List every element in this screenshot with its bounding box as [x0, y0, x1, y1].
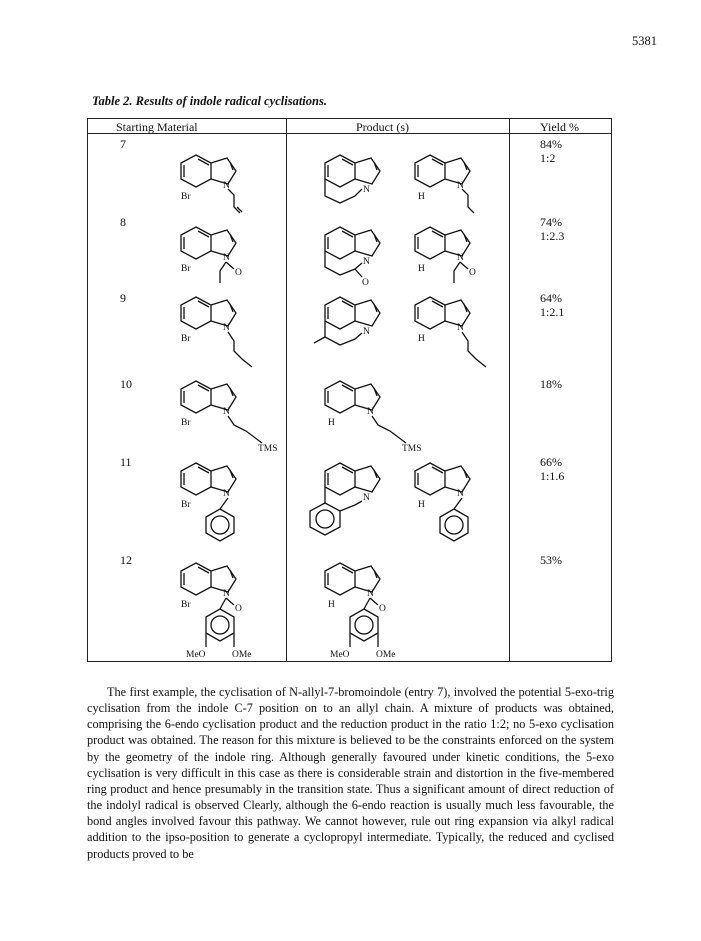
- structure-product-cyclised-8: [320, 217, 400, 287]
- structure-product-reduced-7: [410, 141, 490, 203]
- svg-text:Br: Br: [181, 334, 191, 344]
- svg-text:H: H: [328, 600, 335, 610]
- yield-cell: [540, 291, 564, 319]
- table-caption: Table 2. Results of indole radical cyclisations.: [92, 94, 327, 108]
- structure-product-reduced-9: [410, 289, 490, 369]
- body-text: [87, 684, 614, 862]
- structure-product-cyclised-7: [320, 141, 400, 203]
- svg-text:Br: Br: [181, 600, 191, 610]
- entry-number: 10: [120, 377, 132, 391]
- structure-starting-material-11: [176, 455, 266, 555]
- structure-starting-material-7: [176, 141, 266, 203]
- svg-text:Br: Br: [181, 500, 191, 510]
- svg-text:O: O: [235, 268, 242, 278]
- svg-text:N: N: [223, 589, 230, 599]
- svg-text:O: O: [379, 604, 386, 614]
- structure-starting-material-8: [176, 217, 266, 287]
- product-ratio: 1:2.3: [540, 229, 565, 243]
- svg-text:H: H: [418, 192, 425, 202]
- header-starting-material: Starting Material: [116, 120, 198, 134]
- structure-product-reduced-10: [320, 373, 430, 453]
- svg-text:H: H: [328, 418, 335, 428]
- svg-text:H: H: [418, 334, 425, 344]
- svg-text:N: N: [223, 181, 230, 191]
- svg-text:N: N: [223, 489, 230, 499]
- structure-product-12: [320, 555, 420, 665]
- yield-value: 84%: [540, 137, 562, 151]
- yield-value: 66%: [540, 455, 562, 469]
- svg-text:N: N: [457, 489, 464, 499]
- svg-text:H: H: [418, 500, 425, 510]
- column-divider: [509, 119, 510, 661]
- product-ratio: 1:1.6: [540, 469, 565, 483]
- product-ratio: 1:2: [540, 151, 556, 165]
- entry-number: 11: [120, 455, 132, 469]
- svg-text:OMe: OMe: [232, 650, 252, 660]
- svg-text:TMS: TMS: [258, 444, 278, 454]
- svg-text:N: N: [363, 185, 370, 195]
- svg-text:TMS: TMS: [402, 444, 422, 454]
- svg-text:MeO: MeO: [330, 650, 350, 660]
- yield-value: 18%: [540, 377, 562, 391]
- svg-text:N: N: [367, 589, 374, 599]
- product-ratio: 1:2.1: [540, 305, 565, 319]
- yield-cell: [540, 137, 562, 165]
- yield-cell: [540, 553, 562, 567]
- structure-product-cyclised-9: [320, 289, 400, 369]
- header-yield: Yield %: [540, 120, 579, 134]
- structure-product-reduced-8: [410, 217, 490, 287]
- yield-cell: [540, 455, 564, 483]
- structure-product-reduced-11: [410, 455, 490, 555]
- structure-starting-material-12: [176, 555, 276, 665]
- svg-text:N: N: [457, 323, 464, 333]
- structure-product-cyclised-11: [320, 455, 400, 555]
- svg-text:OMe: OMe: [376, 650, 396, 660]
- yield-value: 64%: [540, 291, 562, 305]
- yield-value: 74%: [540, 215, 562, 229]
- yield-value: 53%: [540, 553, 562, 567]
- svg-text:O: O: [469, 268, 476, 278]
- svg-text:N: N: [223, 253, 230, 263]
- svg-text:O: O: [362, 278, 369, 288]
- svg-text:N: N: [363, 493, 370, 503]
- entry-number: 9: [120, 291, 126, 305]
- svg-text:N: N: [457, 181, 464, 191]
- paragraph: The first example, the cyclisation of N-allyl-7-bromoindole (entry 7), involved the potential 5-exo-trig cyclisation from the indole C-7 position on to an allyl chain. A mixture of products was obtained, comprising the 6-endo cyclisation product and the reduction product in the ratio 1:2; no 5-exo cyclisation product was obtained. The reason for this mixture is believed to be the constraints enforced on the system by the geometry of the indole ring. Although generally favoured under kinetic conditions, the 5-exo cyclisation is very difficult in this case as there is considerable strain and distortion in the five-membered ring product and hence presumably in the transition state. Thus a significant amount of direct reduction of the indolyl radical is observed Clearly, although the 6-endo reaction is usually much less favourable, the bond angles involved favour this pathway. We cannot however, rule out ring expansion via alkyl radical addition to the ipso-position to generate a cyclopropyl intermediate. Typically, the reduced and cyclised products proved to be: [87, 685, 614, 861]
- yield-cell: [540, 215, 564, 243]
- svg-text:MeO: MeO: [186, 650, 206, 660]
- svg-text:N: N: [223, 407, 230, 417]
- svg-text:N: N: [223, 323, 230, 333]
- svg-text:N: N: [457, 253, 464, 263]
- header-products: Product (s): [356, 120, 409, 134]
- page-number: 5381: [632, 34, 657, 48]
- structure-starting-material-9: [176, 289, 266, 369]
- svg-text:Br: Br: [181, 264, 191, 274]
- yield-cell: [540, 377, 562, 391]
- svg-text:O: O: [235, 604, 242, 614]
- entry-number: 12: [120, 553, 132, 567]
- svg-text:N: N: [363, 257, 370, 267]
- svg-text:N: N: [367, 407, 374, 417]
- structure-starting-material-10: [176, 373, 286, 453]
- entry-number: 7: [120, 137, 126, 151]
- entry-number: 8: [120, 215, 126, 229]
- svg-text:N: N: [363, 327, 370, 337]
- column-divider: [286, 119, 287, 661]
- results-table: [87, 118, 612, 662]
- svg-text:Br: Br: [181, 418, 191, 428]
- svg-text:Br: Br: [181, 192, 191, 202]
- svg-text:H: H: [418, 264, 425, 274]
